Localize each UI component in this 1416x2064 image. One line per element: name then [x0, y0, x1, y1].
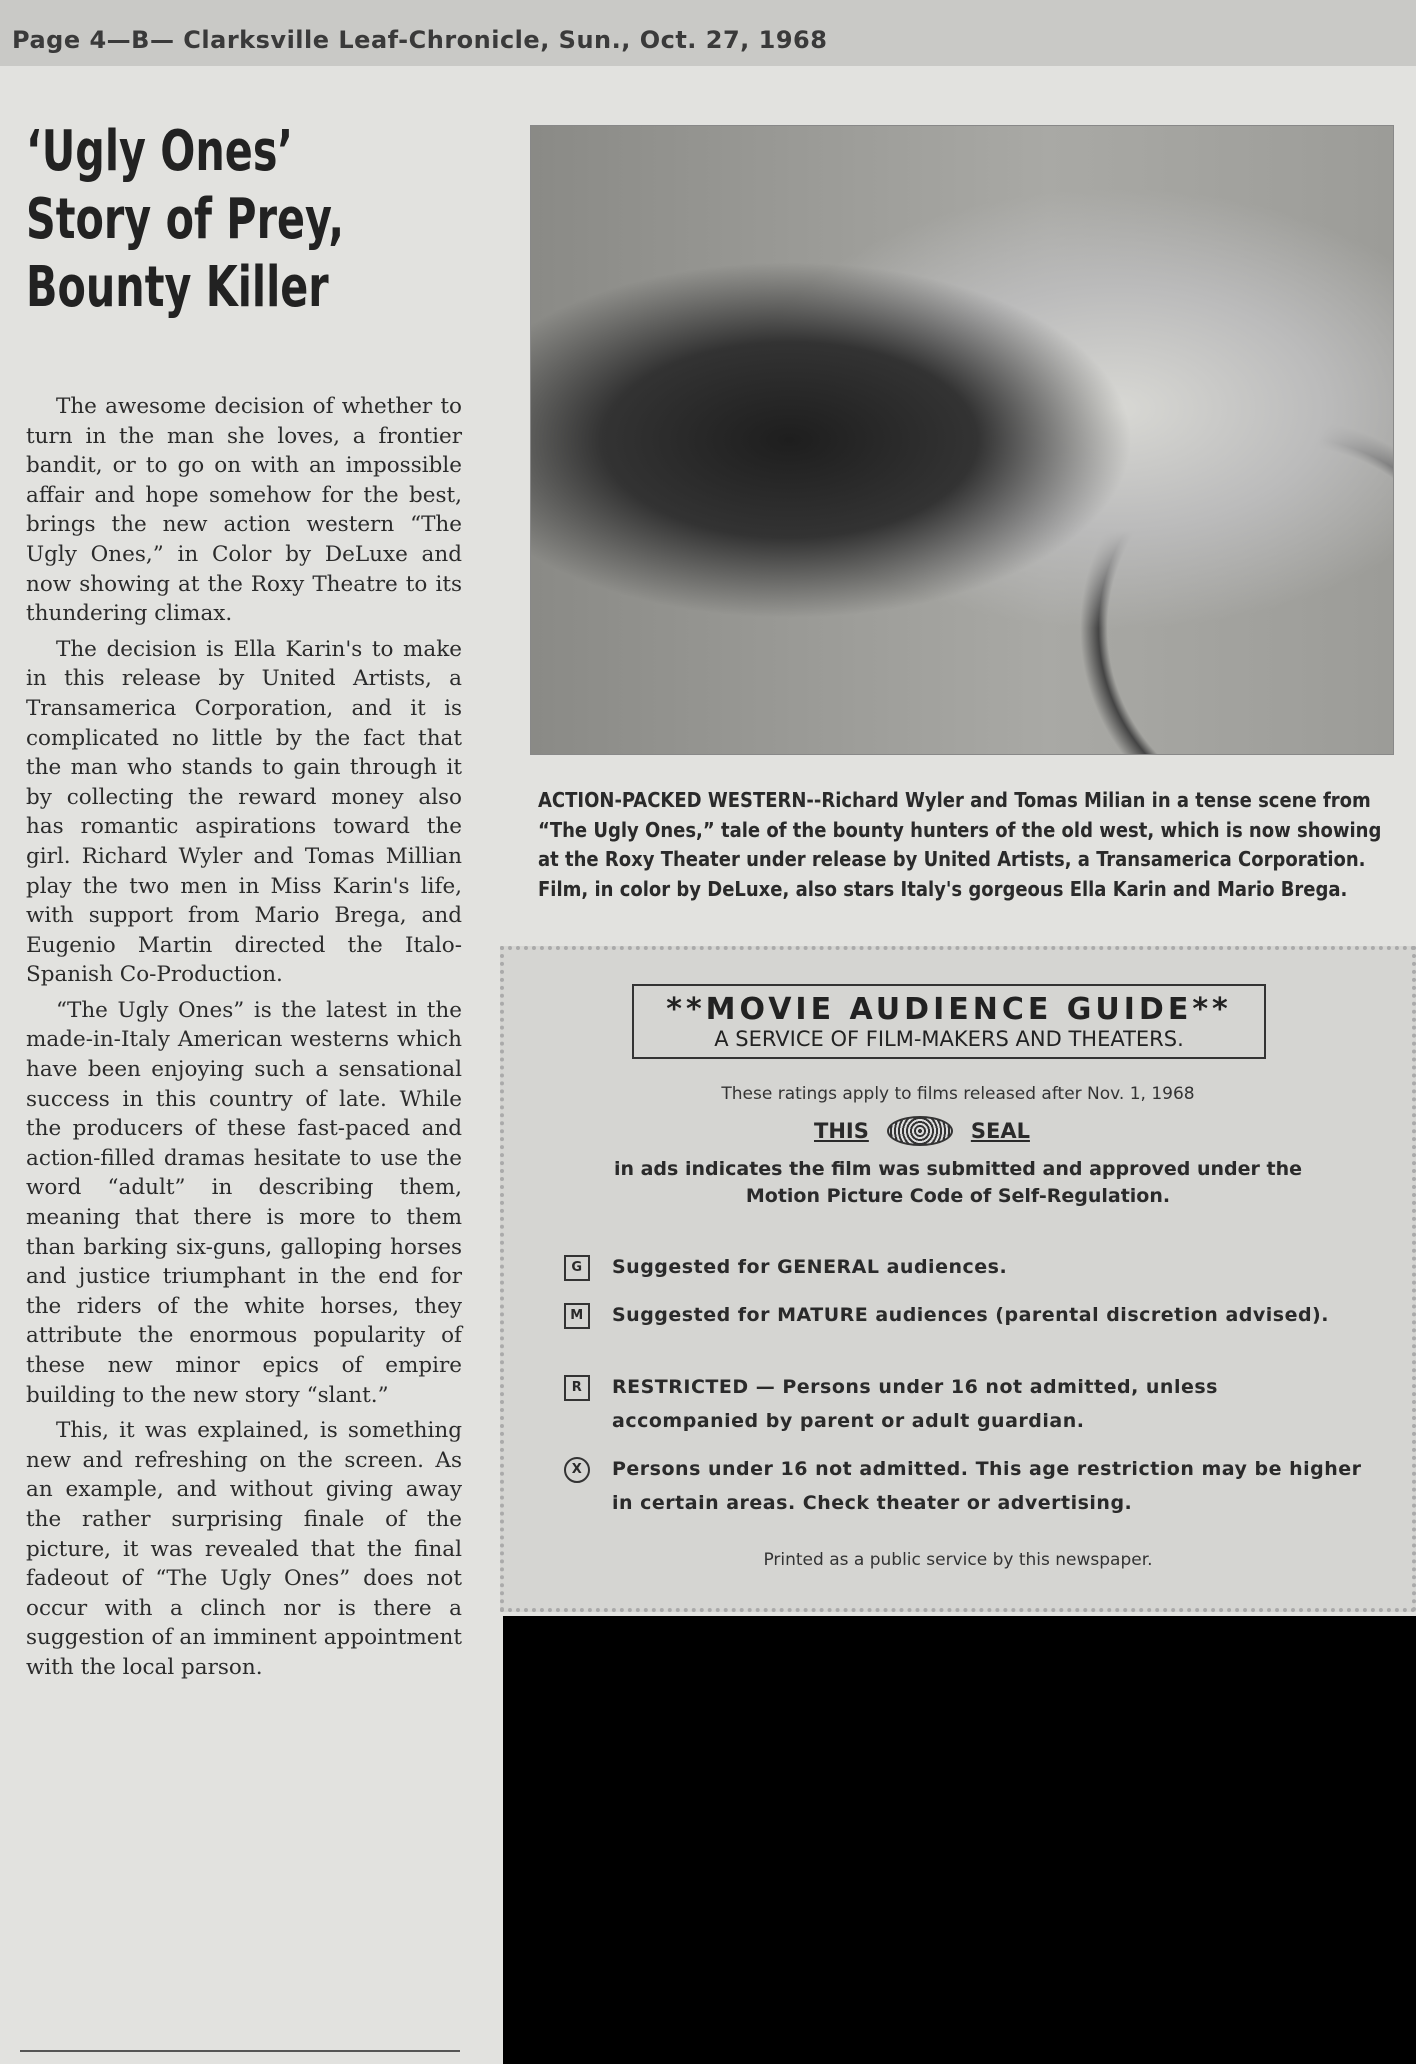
rating-text: RESTRICTED — Persons under 16 not admitted, unless accompanied by parent or adult guardian.	[612, 1376, 1218, 1432]
movie-audience-guide	[500, 946, 1416, 1612]
blank-black-area	[503, 1616, 1416, 2064]
page-header	[0, 0, 1416, 66]
rating-text: Persons under 16 not admitted. This age restriction may be higher in certain areas. Check theater or advertising.	[612, 1458, 1362, 1514]
m-rating-icon: M	[564, 1303, 590, 1329]
guide-title: **MOVIE AUDIENCE GUIDE**	[666, 992, 1232, 1027]
rating-text: Suggested for GENERAL audiences.	[612, 1256, 1008, 1278]
headline	[26, 118, 469, 322]
g-rating-icon: G	[564, 1255, 590, 1281]
paragraph: The awesome decision of whether to turn in the man she loves, a frontier bandit, or to go on with an impossible affair and hope somehow for the best, brings the new action western “The Ugly Ones,” in Color by DeLuxe and now showing at the Roxy Theatre to its thundering climax.	[26, 394, 462, 627]
rating-x	[564, 1452, 1364, 1520]
guide-footer: Printed as a public service by this newspaper.	[763, 1550, 1153, 1570]
folio: Page 4—B— Clarksville Leaf-Chronicle, Sun., Oct. 27, 1968	[12, 26, 828, 54]
mpaa-seal-icon	[887, 1116, 953, 1146]
rating-r	[564, 1370, 1364, 1438]
photo-caption: ACTION-PACKED WESTERN--Richard Wyler and Tomas Milian in a tense scene from “The Ugly Ones,” tale of the bounty hunters of the old west, which is now showing at the Roxy Theater under release by United Artists, a Transamerica Corporation. Film, in color by DeLuxe, also stars Italy's gorgeous Ella Karin and Mario Brega.	[538, 788, 1382, 901]
article-body	[26, 392, 462, 1689]
seal-line	[814, 1116, 1030, 1146]
approval-text: in ads indicates the film was submitted and approved under the Motion Picture Code of Self-Regulation.	[613, 1158, 1303, 1207]
seal-right: SEAL	[970, 1119, 1030, 1143]
x-rating-icon: X	[564, 1457, 590, 1483]
seal-left: THIS	[814, 1119, 869, 1143]
headline-line: ‘Ugly Ones’	[26, 119, 294, 184]
headline-line: Bounty Killer	[26, 255, 329, 320]
headline-line: Story of Prey,	[26, 187, 345, 252]
rating-g	[564, 1250, 1364, 1284]
rating-text: Suggested for MATURE audiences (parental discretion advised).	[612, 1304, 1329, 1326]
guide-title-box	[632, 984, 1266, 1059]
paragraph: The decision is Ella Karin's to make in this release by United Artists, a Transamerica Corporation, and it is complicated no little by the fact that the man who stands to gain through it by collecting the reward money also has romantic aspirations toward the girl. Richard Wyler and Tomas Millian play the two men in Miss Karin's life, with support from Mario Brega, and Eugenio Martin directed the Italo-Spanish Co-Production.	[26, 636, 462, 988]
guide-subtitle: A SERVICE OF FILM-MAKERS AND THEATERS.	[714, 1027, 1184, 1051]
paragraph: This, it was explained, is something new and refreshing on the screen. As an example, and without giving away the rather surprising finale of the picture, it was revealed that the final fadeout of “The Ugly Ones” does not occur with a clinch nor is there a suggestion of an imminent appointment with the local parson.	[26, 1418, 462, 1680]
column-rule	[20, 2050, 460, 2052]
rating-m	[564, 1298, 1364, 1332]
film-still-photo	[530, 125, 1394, 755]
applies-note: These ratings apply to films released after Nov. 1, 1968	[721, 1084, 1195, 1104]
r-rating-icon: R	[564, 1375, 590, 1401]
paragraph: “The Ugly Ones” is the latest in the made-in-Italy American westerns which have been enjoying such a sensational success in this country of late. While the producers of these fast-paced and action-filled dramas hesitate to use the word “adult” in describing them, meaning that there is more to them than barking six-guns, galloping horses and justice triumphant in the end for the riders of the white horses, they attribute the enormous popularity of these new minor epics of empire building to the new story “slant.”	[26, 997, 462, 1408]
